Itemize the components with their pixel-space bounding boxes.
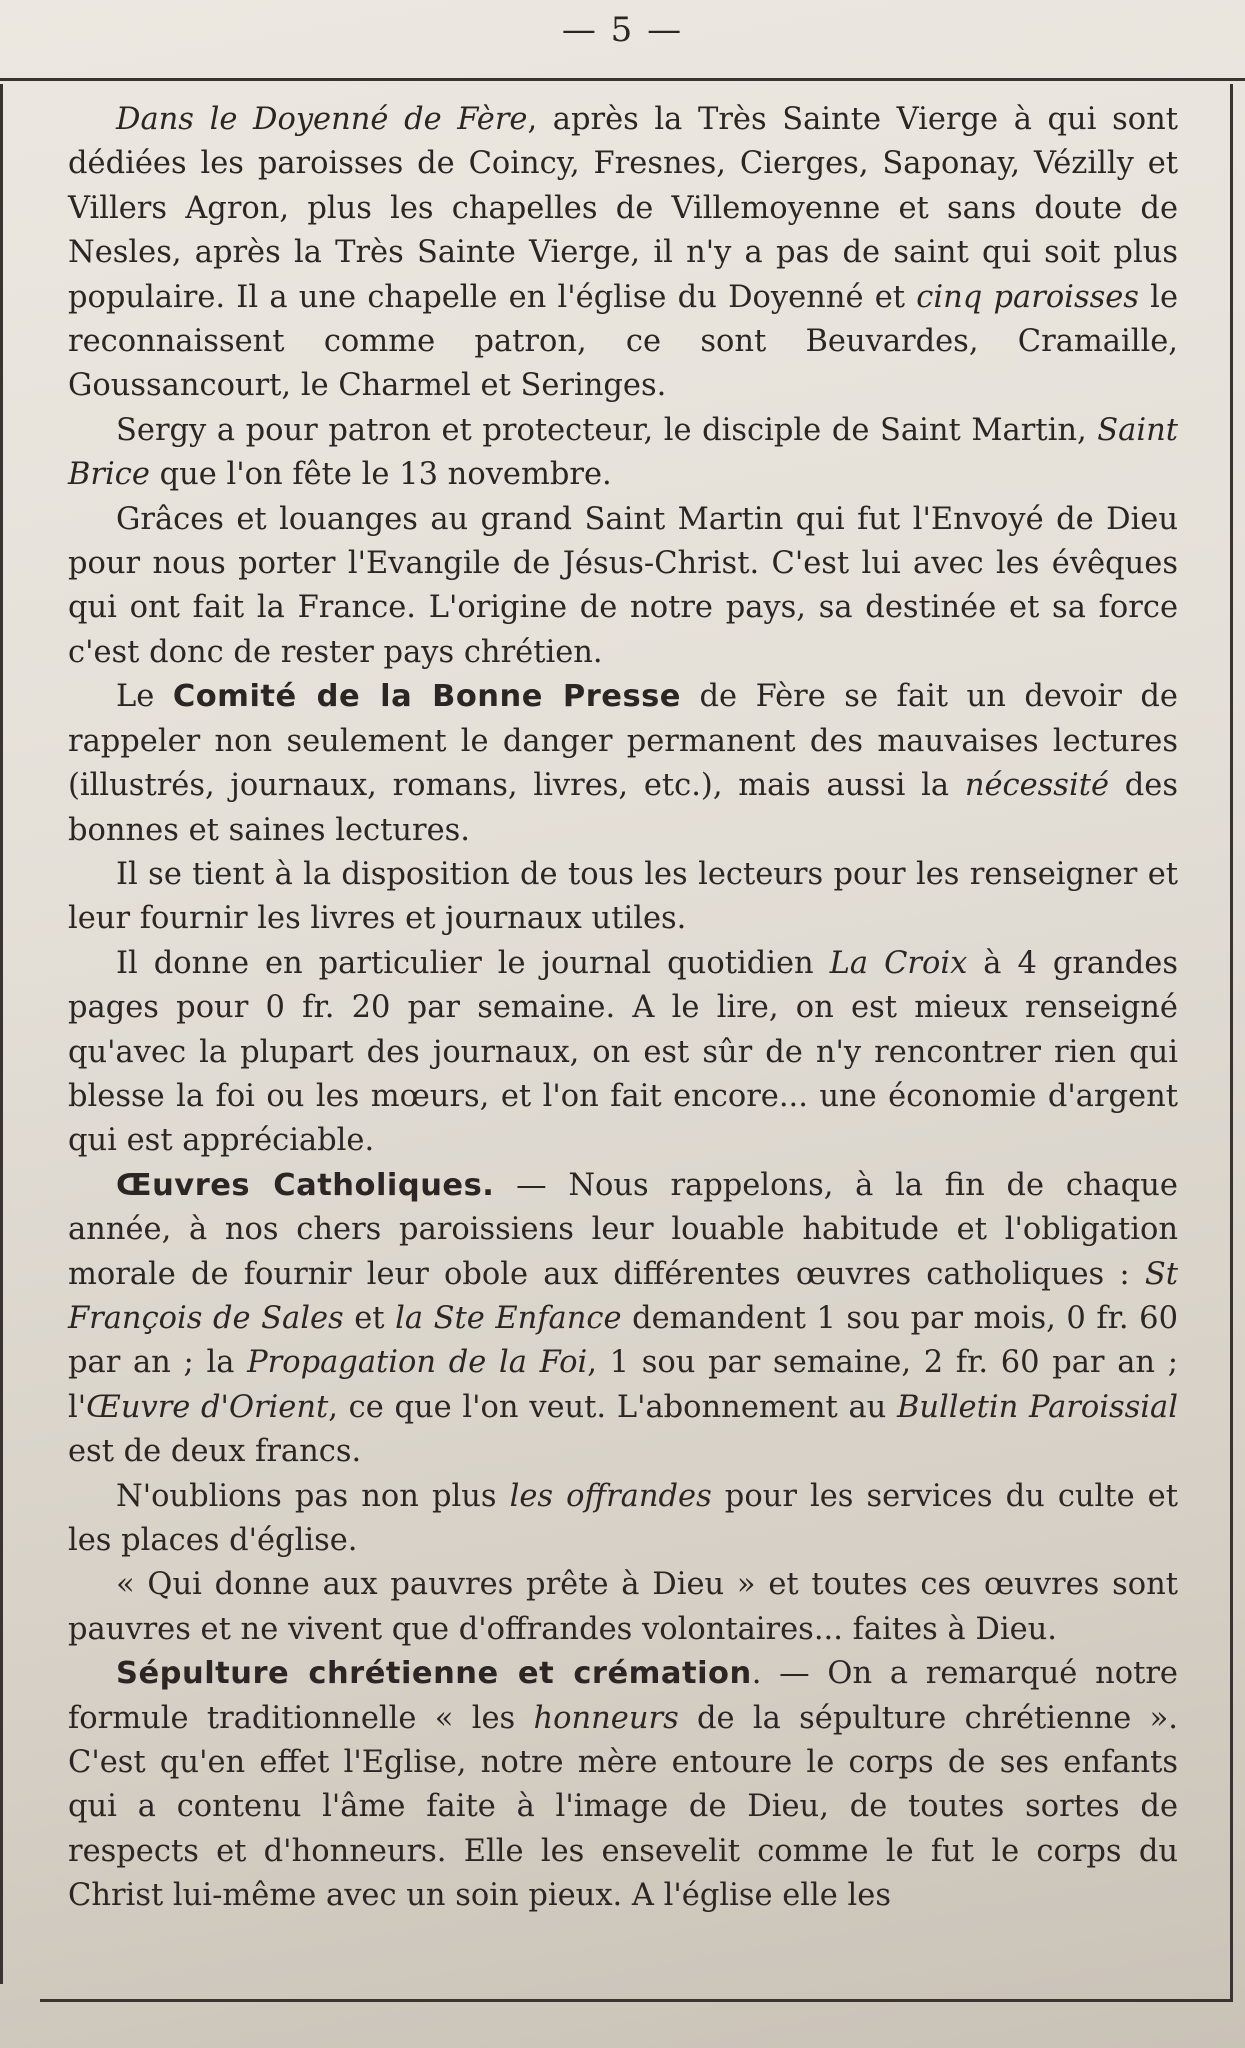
heading-oeuvres-catholiques: Œuvres Catholiques. — [116, 1167, 495, 1203]
italic-saint-brice: Saint Brice — [68, 412, 1178, 493]
italic-bulletin: Bulletin Paroissial — [896, 1389, 1178, 1425]
heading-bonne-presse: Comité de la Bonne Presse — [172, 679, 681, 715]
text-span: . — On a remarqué notre formule traditionnelle « les — [68, 1656, 1178, 1736]
text-span: Sergy a pour patron et protecteur, le disciple de Saint Martin, — [116, 412, 1098, 448]
paragraph-bonne-presse — [68, 675, 1178, 853]
italic-st-francois: St François de Sales — [68, 1256, 1178, 1336]
text-span: est de deux francs. — [68, 1434, 362, 1470]
paragraph-la-croix — [68, 942, 1178, 1164]
page-number: — 5 — — [561, 10, 684, 50]
italic-necessite: nécessité — [964, 768, 1110, 804]
italic-ste-enfance: la Ste Enfance — [395, 1300, 622, 1336]
italic-doyenne: Dans le Doyenné de Fère — [116, 102, 528, 137]
paragraph-pauvres: « Qui donne aux pauvres prête à Dieu » et toutes ces œuvres sont pauvres et ne vivent que d'offrandes volontaires... faites à Dieu. — [68, 1567, 1178, 1647]
text-span: N'oublions pas non plus — [116, 1478, 510, 1514]
text-span: , après la Très Sainte Vierge à qui sont dédiées les paroisses de Coincy, Fresnes, Cierges, Saponay, Vézilly et Villers Agron, plus les chapelles de Villemoyenne et sans doute de Nesles, après la Très Sainte Vierge, il n'y a pas de saint qui soit plus populaire. Il a une chapelle en l'église du Doyenné et — [68, 102, 1179, 315]
text-span: de Fère se fait un devoir de rappeler non seulement le danger permanent des mauvaises lectures (illustrés, journaux, romans, livres, etc.), mais aussi la — [68, 679, 1178, 804]
frame-left-rule — [0, 84, 3, 1984]
text-span: que l'on fête le 13 novembre. — [149, 457, 612, 493]
paragraph-oeuvres — [68, 1164, 1178, 1475]
paragraph-graces: Grâces et louanges au grand Saint Martin qui fut l'Envoyé de Dieu pour nous porter l'Evangile de Jésus-Christ. C'est lui avec les évêques qui ont fait la France. L'origine de notre pays, sa destinée et sa force c'est donc de rester pays chrétien. — [68, 501, 1178, 670]
italic-oeuvre-orient: Œuvre d'Orient — [86, 1389, 329, 1425]
italic-offrandes: les offrandes — [509, 1478, 712, 1514]
text-span: , ce que l'on veut. L'abonnement au — [328, 1389, 897, 1425]
paragraph-disposition: Il se tient à la disposition de tous les lecteurs pour les renseigner et leur fournir les livres et journaux utiles. — [68, 856, 1178, 937]
italic-honneurs: honneurs — [533, 1700, 679, 1736]
paragraph-offrandes — [68, 1475, 1178, 1564]
italic-la-croix: La Croix — [829, 945, 968, 981]
paragraph-sepulture — [68, 1652, 1178, 1918]
text-span: et — [343, 1300, 396, 1336]
text-span: de la sépulture chrétienne ». C'est qu'en effet l'Eglise, notre mère entoure le corps de ses enfants qui a contenu l'âme faite à l'image de Dieu, de toutes sortes de respects et d'honneurs. Elle les ensevelit comme le fut le corps du Christ lui-même avec un soin pieux. A l'église elle les — [68, 1700, 1178, 1914]
text-span: à 4 grandes pages pour 0 fr. 20 par semaine. A le lire, on est mieux renseigné qu'avec la plupart des journaux, on est sûr de n'y rencontrer rien qui blesse la foi ou les mœurs, et l'on fait encore... une économie d'argent qui est appréciable. — [68, 945, 1178, 1159]
text-span: des bonnes et saines lectures. — [68, 768, 1179, 848]
italic-cinq-paroisses: cinq paroisses — [916, 279, 1139, 315]
italic-propagation: Propagation de la Foi — [247, 1345, 588, 1381]
text-span: Il donne en particulier le journal quotidien — [116, 945, 830, 981]
text-span: , 1 sou par semaine, 2 fr. 60 par an ; l' — [68, 1345, 1178, 1425]
top-rule — [0, 78, 1245, 81]
text-span: Le — [116, 679, 173, 715]
text-span: le reconnaissent comme patron, ce sont Beuvardes, Cramaille, Goussancourt, le Charmel et Seringes. — [68, 279, 1178, 404]
paragraph-doyenne — [68, 98, 1178, 409]
text-span: demandent 1 sou par mois, 0 fr. 60 par an ; la — [68, 1300, 1178, 1381]
text-span: — Nous rappelons, à la fin de chaque année, à nos chers paroissiens leur louable habitude et l'obligation morale de fournir leur obole aux différentes œuvres catholiques : — [68, 1167, 1178, 1292]
text-span: pour les services du culte et les places d'église. — [68, 1478, 1178, 1558]
body-text — [68, 98, 1178, 1919]
paragraph-sergy — [68, 409, 1178, 498]
heading-sepulture: Sépulture chrétienne et crémation — [116, 1656, 752, 1692]
